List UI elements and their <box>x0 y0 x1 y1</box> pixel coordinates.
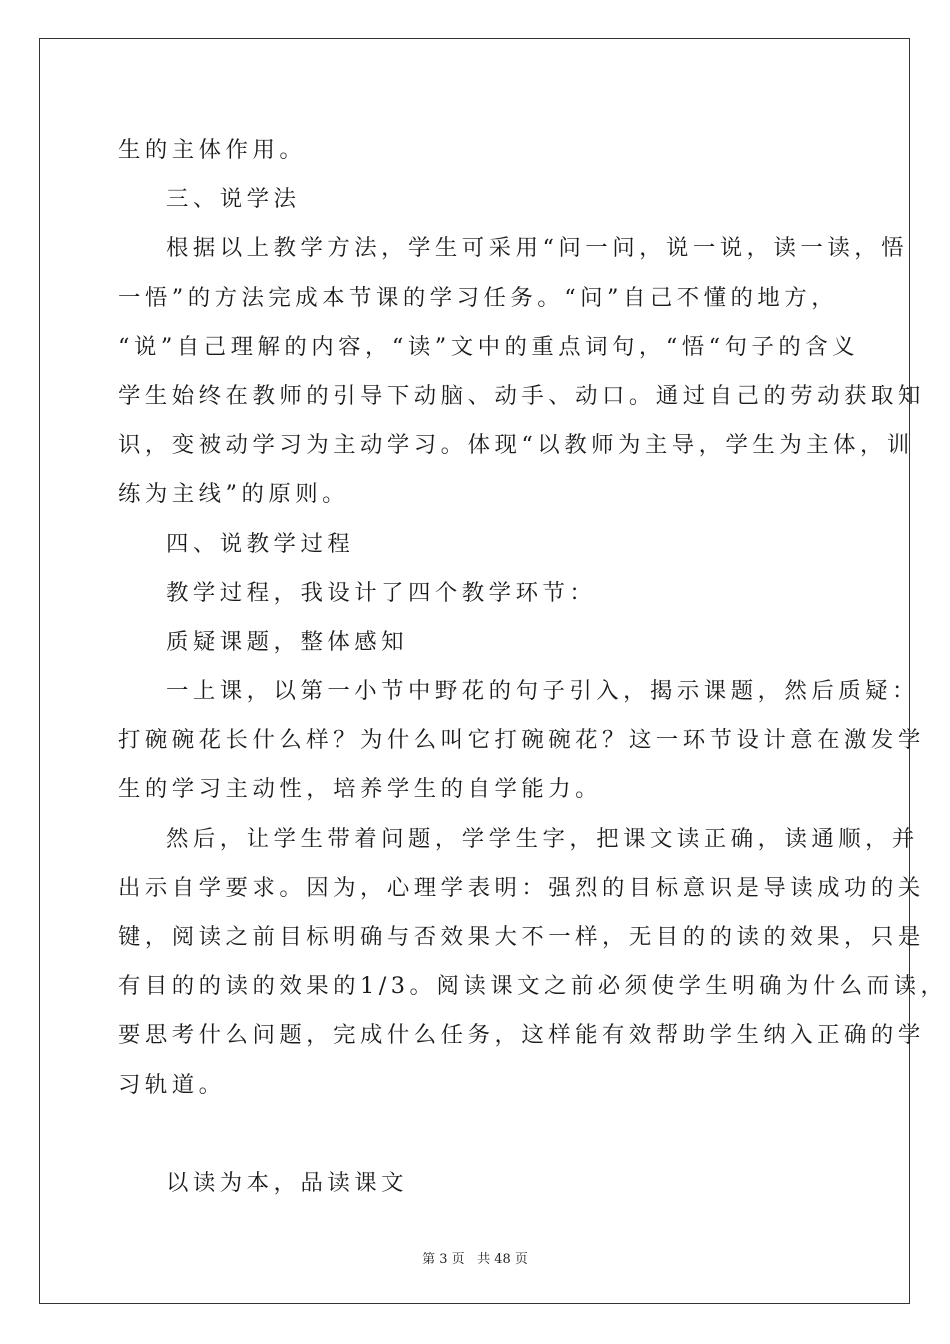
text-line: 质疑课题，整体感知 <box>166 628 409 655</box>
text-line: 打碗碗花长什么样？为什么叫它打碗碗花？这一环节设计意在激发学 <box>118 727 925 754</box>
text-line: 有目的的读的效果的1/3。阅读课文之前必须使学生明确为什么而读， <box>118 973 948 1000</box>
text-line: 生的主体作用。 <box>118 137 307 163</box>
document-body <box>118 126 948 1208</box>
text-line: 出示自学要求。因为，心理学表明：强烈的目标意识是导读成功的关 <box>118 874 925 901</box>
text-line: 要思考什么问题，完成什么任务，这样能有效帮助学生纳入正确的学 <box>118 1022 925 1049</box>
text-line <box>118 1110 838 1159</box>
text-line: 四、说教学过程 <box>166 530 355 557</box>
text-line: 生的学习主动性，培养学生的自学能力。 <box>118 776 603 803</box>
page-total: 共 48 页 <box>477 1252 528 1267</box>
text-line: 三、说学法 <box>166 186 301 213</box>
text-line: 学生始终在教师的引导下动脑、动手、动口。通过自己的劳动获取知 <box>118 382 925 409</box>
text-line: 键，阅读之前目标明确与否效果大不一样，无目的的读的效果，只是 <box>118 924 925 950</box>
text-line: 教学过程，我设计了四个教学环节： <box>166 579 597 606</box>
page-number: 第 3 页 <box>422 1252 465 1267</box>
text-line: 习轨道。 <box>118 1071 226 1098</box>
text-line: 一悟”的方法完成本节课的学习任务。“问”自己不懂的地方， <box>118 284 839 311</box>
page-footer <box>0 1248 950 1267</box>
text-line: 练为主线”的原则。 <box>118 481 350 508</box>
text-line: 一上课，以第一小节中野花的句子引入，揭示课题，然后质疑： <box>166 678 919 705</box>
text-line: 根据以上教学方法，学生可采用“问一问，说一说，读一读，悟 <box>166 235 908 262</box>
text-line: “说”自己理解的内容，“读”文中的重点词句，“悟“句子的含义 <box>118 333 860 360</box>
text-line: 识，变被动学习为主动学习。体现“以教师为主导，学生为主体，训 <box>118 432 914 459</box>
text-line: 然后，让学生带着问题，学学生字，把课文读正确，读通顺，并 <box>166 825 919 852</box>
text-line: 以读为本，品读课文 <box>166 1169 409 1196</box>
